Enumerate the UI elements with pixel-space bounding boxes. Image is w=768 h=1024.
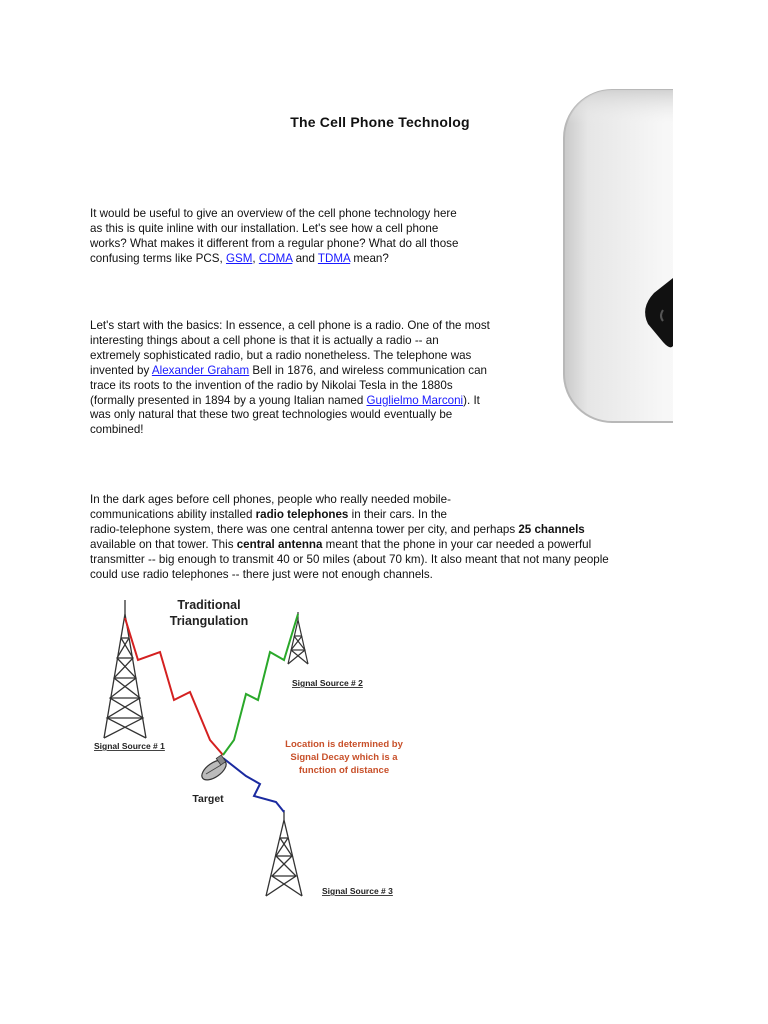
blue-signal-line bbox=[223, 758, 284, 812]
tower-3-icon bbox=[266, 810, 302, 896]
marconi-link[interactable]: Guglielmo Marconi bbox=[366, 393, 464, 407]
tdma-link[interactable]: TDMA bbox=[317, 251, 351, 265]
note-line-2: Signal Decay which is a bbox=[290, 752, 398, 763]
page-title: The Cell Phone Technolog bbox=[290, 114, 470, 130]
green-signal-line bbox=[223, 614, 298, 755]
history-paragraph bbox=[90, 493, 670, 582]
target-label: Target bbox=[192, 793, 224, 805]
note-line-3: function of distance bbox=[298, 765, 390, 776]
diagram-title-line1: Traditional bbox=[177, 598, 241, 612]
diagram-title-line2: Triangulation bbox=[169, 614, 249, 628]
gsm-link[interactable]: GSM bbox=[225, 251, 253, 265]
para3-line4a: available on that tower. This bbox=[90, 537, 237, 551]
graham-link[interactable]: Alexander Graham bbox=[151, 363, 250, 377]
intro-paragraph bbox=[90, 207, 470, 267]
phone-icon bbox=[562, 88, 673, 430]
para2-text: Let's start with the basics: In essence, a cell phone is a radio. One of the most interesting things about a cell phone is that it is actually a radio -- an extremely sophisticated radio, but a radio nonetheless. The telephone was invented by bbox=[90, 319, 490, 377]
radio-telephones-bold: radio telephones bbox=[255, 507, 349, 521]
para1-end: mean? bbox=[350, 251, 389, 265]
note-line-1: Location is determined by bbox=[285, 739, 403, 750]
basics-paragraph bbox=[90, 319, 490, 438]
signal-source-2-label: Signal Source # 2 bbox=[292, 678, 363, 688]
signal-source-1-label: Signal Source # 1 bbox=[94, 741, 165, 751]
para1-text: It would be useful to give an overview of the cell phone technology here as this is quite inline with our installation. Let's see how a cell phone works? What makes it different from a regular phone? What do all those confusing terms like PCS, bbox=[90, 207, 459, 265]
para3-line2b: in their cars. In the bbox=[348, 507, 447, 521]
cdma-link[interactable]: CDMA bbox=[258, 251, 293, 265]
para3-line2a: communications ability installed bbox=[90, 507, 256, 521]
para3-line3a: radio-telephone system, there was one central antenna tower per city, and perhaps bbox=[90, 522, 519, 536]
para3-line1: In the dark ages before cell phones, people who really needed mobile- bbox=[90, 493, 451, 506]
channels-bold: 25 channels bbox=[518, 522, 585, 536]
para2-end: ). It was only natural that these two great technologies would eventually be combined! bbox=[90, 393, 480, 437]
para2-mid: Bell in 1876, and wireless communication can trace its roots to the invention of the radio by Nikolai Tesla in the 1880s (formally presented in 1894 by a young Italian named bbox=[90, 363, 487, 407]
para1-sep: , bbox=[252, 251, 259, 265]
signal-source-3-label: Signal Source # 3 bbox=[322, 886, 393, 896]
central-antenna-bold: central antenna bbox=[236, 537, 323, 551]
triangulation-diagram bbox=[88, 590, 418, 910]
para3-line4b: meant that the phone in your car needed a powerful bbox=[322, 537, 592, 551]
para3-line6: could use radio telephones -- there just were not enough channels. bbox=[90, 567, 433, 581]
para3-line5: transmitter -- big enough to transmit 40 or 50 miles (about 70 km). It also meant that not many people bbox=[90, 552, 609, 566]
para1-and: and bbox=[292, 251, 318, 265]
